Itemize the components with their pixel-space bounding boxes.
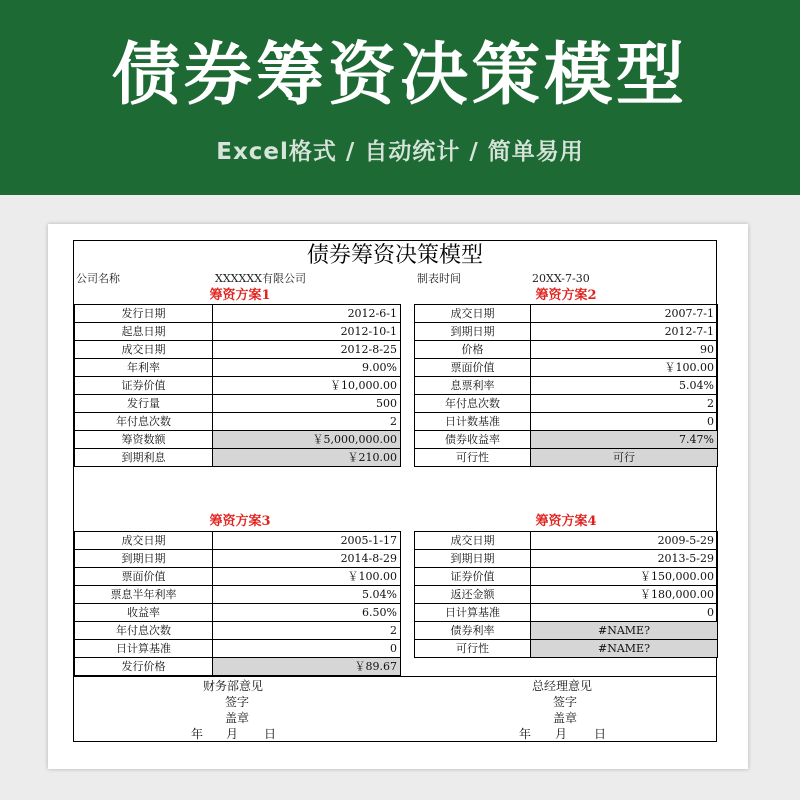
table-row [415, 532, 718, 550]
cell-value[interactable]: 2 [531, 395, 718, 413]
table-row [415, 341, 718, 359]
row-label: 返还金额 [415, 586, 531, 604]
company-value[interactable]: XXXXXX有限公司 [215, 272, 306, 285]
table-row [415, 640, 718, 658]
row-label: 成交日期 [75, 341, 213, 359]
table-row [415, 413, 718, 431]
computed-value[interactable]: ￥210.00 [213, 449, 401, 467]
table-row [75, 604, 401, 622]
row-label: 年利率 [75, 359, 213, 377]
cell-value[interactable]: 6.50% [213, 604, 401, 622]
row-label: 发行量 [75, 395, 213, 413]
date-label: 制表时间 [417, 272, 461, 285]
finance-year-label: 年 [191, 727, 204, 741]
row-label: 可行性 [415, 640, 531, 658]
table-row [75, 377, 401, 395]
table-row [75, 658, 401, 676]
table-row [415, 449, 718, 467]
row-label: 年付息次数 [75, 413, 213, 431]
computed-value[interactable]: 7.47% [531, 431, 718, 449]
plan-4-table [414, 531, 718, 658]
table-row [75, 395, 401, 413]
gm-sign-label: 签字 [553, 695, 578, 709]
gm-day-label: 日 [594, 727, 607, 741]
row-label: 价格 [415, 341, 531, 359]
gm-seal-label: 盖章 [553, 711, 578, 725]
computed-value[interactable]: #NAME? [531, 640, 718, 658]
row-label: 成交日期 [415, 532, 531, 550]
table-row [75, 568, 401, 586]
plan-4-title: 筹资方案4 [535, 514, 597, 529]
row-label: 日计数基准 [415, 413, 531, 431]
cell-value[interactable]: ￥180,000.00 [531, 586, 718, 604]
row-label: 债券收益率 [415, 431, 531, 449]
computed-value[interactable]: ￥89.67 [213, 658, 401, 676]
row-label: 到期日期 [415, 323, 531, 341]
row-label: 息票利率 [415, 377, 531, 395]
table-row [75, 449, 401, 467]
row-label: 到期日期 [75, 550, 213, 568]
plan-1-table [74, 304, 401, 467]
table-row [75, 323, 401, 341]
table-row [415, 568, 718, 586]
table-row [415, 550, 718, 568]
date-value[interactable]: 20XX-7-30 [532, 272, 590, 285]
signature-divider [74, 676, 716, 677]
table-row [415, 586, 718, 604]
table-row [415, 377, 718, 395]
cell-value[interactable]: 500 [213, 395, 401, 413]
table-row [75, 550, 401, 568]
cell-value[interactable]: ￥100.00 [531, 359, 718, 377]
computed-value[interactable]: ￥5,000,000.00 [213, 431, 401, 449]
plan-2-title: 筹资方案2 [535, 288, 597, 303]
table-row [75, 305, 401, 323]
cell-value[interactable]: 2 [213, 622, 401, 640]
cell-value[interactable]: 0 [531, 604, 718, 622]
cell-value[interactable]: ￥100.00 [213, 568, 401, 586]
gm-opinion-label: 总经理意见 [532, 679, 593, 693]
finance-day-label: 日 [264, 727, 277, 741]
cell-value[interactable]: 2012-7-1 [531, 323, 718, 341]
finance-seal-label: 盖章 [225, 711, 250, 725]
table-row [75, 622, 401, 640]
computed-value[interactable]: #NAME? [531, 622, 718, 640]
gm-year-label: 年 [519, 727, 532, 741]
row-label: 起息日期 [75, 323, 213, 341]
table-row [415, 359, 718, 377]
row-label: 可行性 [415, 449, 531, 467]
finance-opinion-label: 财务部意见 [203, 679, 264, 693]
row-label: 票面价值 [415, 359, 531, 377]
computed-value[interactable]: 可行 [531, 449, 718, 467]
row-label: 筹资数额 [75, 431, 213, 449]
cell-value[interactable]: 2007-7-1 [531, 305, 718, 323]
plan-3-table [74, 531, 401, 676]
cell-value[interactable]: 2009-5-29 [531, 532, 718, 550]
table-row [415, 305, 718, 323]
sheet-title: 债券筹资决策模型 [306, 243, 483, 268]
row-label: 票息半年利率 [75, 586, 213, 604]
plan-1-title: 筹资方案1 [209, 288, 271, 303]
row-label: 成交日期 [75, 532, 213, 550]
banner-title: 债券筹资决策模型 [111, 36, 688, 115]
table-row [415, 622, 718, 640]
plan-2-table [414, 304, 718, 467]
gm-month-label: 月 [555, 727, 568, 741]
row-label: 发行日期 [75, 305, 213, 323]
table-row [415, 604, 718, 622]
company-label: 公司名称 [76, 272, 120, 285]
table-row [415, 323, 718, 341]
finance-sign-label: 签字 [225, 695, 250, 709]
cell-value[interactable]: 2012-10-1 [213, 323, 401, 341]
table-row [75, 431, 401, 449]
row-label: 票面价值 [75, 568, 213, 586]
cell-value[interactable]: 9.00% [213, 359, 401, 377]
cell-value[interactable]: 0 [531, 413, 718, 431]
cell-value[interactable]: ￥150,000.00 [531, 568, 718, 586]
table-row [75, 586, 401, 604]
row-label: 证券价值 [415, 568, 531, 586]
cell-value[interactable]: 2013-5-29 [531, 550, 718, 568]
row-label: 到期日期 [415, 550, 531, 568]
row-label: 年付息次数 [75, 622, 213, 640]
table-row [75, 359, 401, 377]
table-row [415, 395, 718, 413]
cell-value[interactable]: 5.04% [531, 377, 718, 395]
row-label: 日计算基准 [75, 640, 213, 658]
row-label: 发行价格 [75, 658, 213, 676]
table-row [415, 431, 718, 449]
table-row [75, 413, 401, 431]
row-label: 债券利率 [415, 622, 531, 640]
table-row [75, 532, 401, 550]
cell-value[interactable]: 90 [531, 341, 718, 359]
row-label: 日计算基准 [415, 604, 531, 622]
banner-subtitle: Excel格式 / 自动统计 / 简单易用 [216, 139, 584, 165]
row-label: 收益率 [75, 604, 213, 622]
table-row [75, 640, 401, 658]
plan-3-title: 筹资方案3 [209, 514, 271, 529]
row-label: 到期利息 [75, 449, 213, 467]
cell-value[interactable]: 2 [213, 413, 401, 431]
cell-value[interactable]: 0 [213, 640, 401, 658]
cell-value[interactable]: 5.04% [213, 586, 401, 604]
row-label: 证券价值 [75, 377, 213, 395]
finance-month-label: 月 [226, 727, 239, 741]
cell-value[interactable]: 2014-8-29 [213, 550, 401, 568]
row-label: 成交日期 [415, 305, 531, 323]
cell-value[interactable]: 2005-1-17 [213, 532, 401, 550]
row-label: 年付息次数 [415, 395, 531, 413]
cell-value[interactable]: ￥10,000.00 [213, 377, 401, 395]
cell-value[interactable]: 2012-6-1 [213, 305, 401, 323]
table-row [75, 341, 401, 359]
cell-value[interactable]: 2012-8-25 [213, 341, 401, 359]
